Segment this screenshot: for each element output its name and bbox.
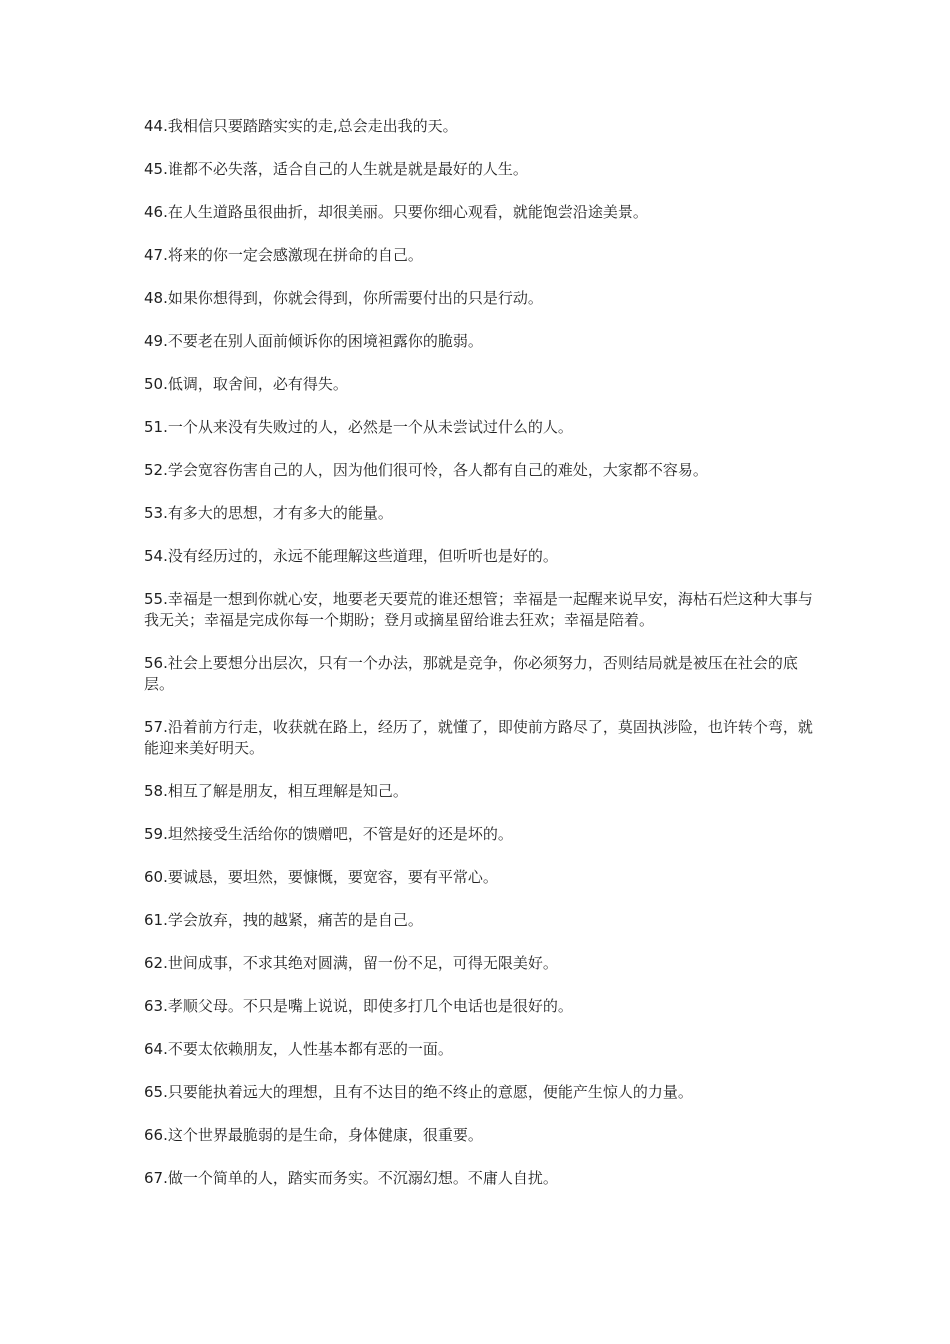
quote-62: 62.世间成事，不求其绝对圆满，留一份不足，可得无限美好。 [144,954,558,972]
quote-list [144,116,814,1211]
quote-56: 56.社会上要想分出层次，只有一个办法，那就是竞争，你必须努力，否则结局就是被压在社会的底层。 [144,654,798,693]
quote-55: 55.幸福是一想到你就心安，地要老天要荒的谁还想管；幸福是一起醒来说早安，海枯石烂这种大事与我无关；幸福是完成你每一个期盼；登月或摘星留给谁去狂欢；幸福是陪着。 [144,590,813,629]
quote-60: 60.要诚恳，要坦然，要慷慨，要宽容，要有平常心。 [144,868,498,886]
quote-44: 44.我相信只要踏踏实实的走,总会走出我的天。 [144,117,458,135]
quote-48: 48.如果你想得到，你就会得到，你所需要付出的只是行动。 [144,289,543,307]
quote-59: 59.坦然接受生活给你的馈赠吧，不管是好的还是坏的。 [144,825,513,843]
quote-46: 46.在人生道路虽很曲折，却很美丽。只要你细心观看，就能饱尝沿途美景。 [144,203,648,221]
quote-49: 49.不要老在别人面前倾诉你的困境袒露你的脆弱。 [144,332,483,350]
quote-64: 64.不要太依赖朋友，人性基本都有恶的一面。 [144,1040,453,1058]
quote-52: 52.学会宽容伤害自己的人，因为他们很可怜，各人都有自己的难处，大家都不容易。 [144,461,708,479]
quote-53: 53.有多大的思想，才有多大的能量。 [144,504,393,522]
quote-66: 66.这个世界最脆弱的是生命，身体健康，很重要。 [144,1126,483,1144]
quote-58: 58.相互了解是朋友，相互理解是知己。 [144,782,408,800]
quote-61: 61.学会放弃，拽的越紧，痛苦的是自己。 [144,911,423,929]
quote-50: 50.低调，取舍间，必有得失。 [144,375,348,393]
quote-67: 67.做一个简单的人，踏实而务实。不沉溺幻想。不庸人自扰。 [144,1169,558,1187]
quote-65: 65.只要能执着远大的理想，且有不达目的绝不终止的意愿，便能产生惊人的力量。 [144,1083,693,1101]
quote-51: 51.一个从来没有失败过的人，必然是一个从未尝试过什么的人。 [144,418,573,436]
quote-57: 57.沿着前方行走，收获就在路上，经历了，就懂了，即使前方路尽了，莫固执涉险，也许转个弯，就能迎来美好明天。 [144,718,813,757]
quote-54: 54.没有经历过的，永远不能理解这些道理，但听听也是好的。 [144,547,558,565]
quote-47: 47.将来的你一定会感激现在拼命的自己。 [144,246,423,264]
quote-45: 45.谁都不必失落，适合自己的人生就是就是最好的人生。 [144,160,528,178]
quote-63: 63.孝顺父母。不只是嘴上说说，即使多打几个电话也是很好的。 [144,997,573,1015]
